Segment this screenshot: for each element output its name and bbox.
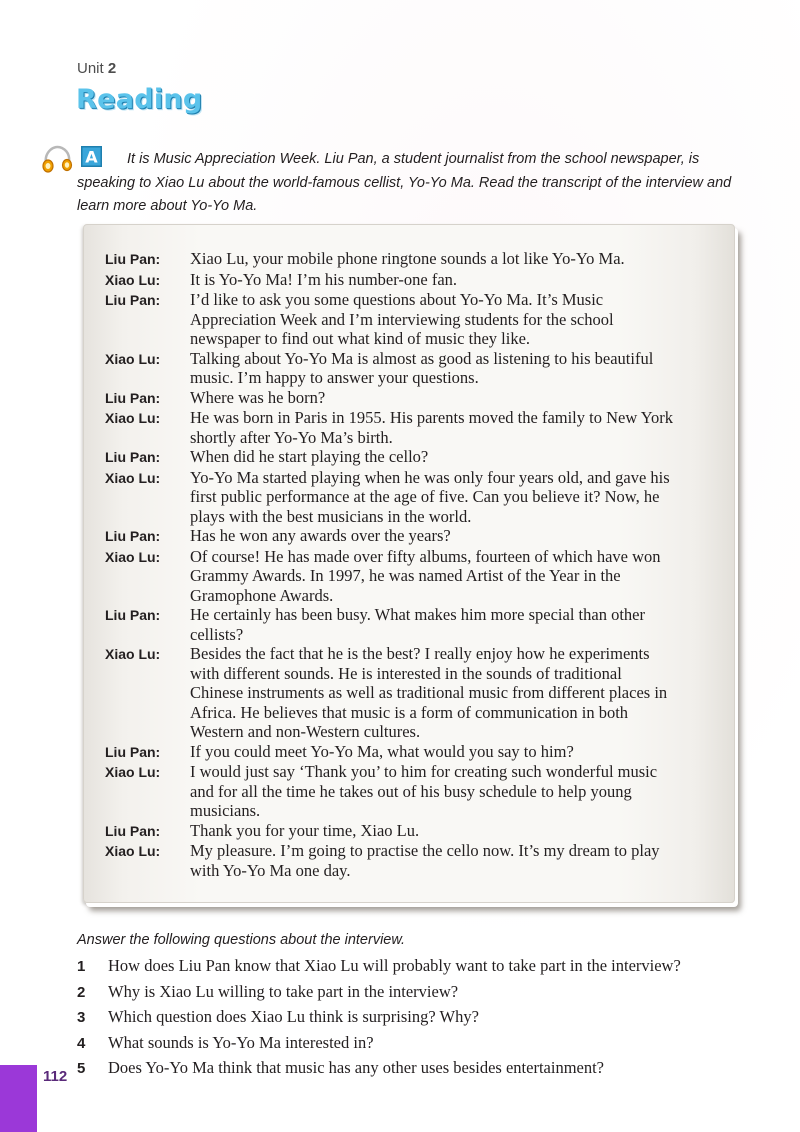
speaker-name: Liu Pan: (105, 607, 161, 623)
speaker-name: Xiao Lu: (105, 646, 161, 662)
speaker-name: Liu Pan: (105, 292, 161, 308)
transcript-turn (105, 644, 725, 742)
speech-line: Thank you for your time, Xiao Lu. (190, 820, 420, 840)
speech-text (190, 762, 725, 821)
page-color-tab (0, 1065, 37, 1132)
question-list (77, 956, 777, 1084)
speaker-name: Liu Pan: (105, 389, 161, 406)
speaker-name: Xiao Lu: (105, 410, 161, 426)
speech-line: It is Yo-Yo Ma! I’m his number-one fan. (190, 269, 458, 289)
speech-line: shortly after Yo-Yo Ma’s birth. (190, 427, 393, 447)
speech-text (190, 605, 725, 644)
speech-line: Has he won any awards over the years? (190, 526, 451, 545)
speech-line: first public performance at the age of five. Can you believe it? Now, he (190, 487, 660, 506)
question-item (77, 1058, 777, 1084)
transcript-turn (105, 742, 725, 763)
question-text: Which question does Xiao Lu think is surprising? Why? (108, 1007, 479, 1026)
speech-text (190, 249, 725, 270)
speech-text (190, 526, 725, 547)
transcript-turn (105, 762, 725, 821)
question-number: 2 (77, 983, 86, 1001)
speech-text (190, 270, 725, 291)
speech-text (190, 349, 725, 388)
interview-transcript (105, 249, 725, 880)
speech-line: Gramophone Awards. (190, 585, 334, 605)
speech-line: with different sounds. He is interested in the sounds of traditional (190, 663, 622, 683)
page-number: 112 (43, 1068, 68, 1085)
speech-line: I’d like to ask you some questions about Yo-Yo Ma. It’s Music (190, 290, 604, 309)
speech-line: Of course! He has made over fifty albums, fourteen of which have won (190, 546, 661, 566)
speech-line: Besides the fact that he is the best? I really enjoy how he experiments (190, 644, 650, 663)
question-item (77, 1033, 777, 1059)
unit-label-text: Unit (77, 60, 104, 77)
speaker-name: Xiao Lu: (105, 469, 161, 486)
speech-line: music. I’m happy to answer your questions. (190, 368, 479, 387)
question-number: 5 (77, 1060, 86, 1077)
speech-line: Talking about Yo-Yo Ma is almost as good as listening to his beautiful (190, 348, 654, 368)
speech-line: Appreciation Week and I’m interviewing students for the school (190, 309, 614, 329)
speech-line: When did he start playing the cello? (190, 447, 429, 466)
speech-text (190, 742, 725, 763)
speech-line: He certainly has been busy. What makes him more special than other (190, 605, 645, 624)
transcript-turn (105, 447, 725, 468)
part-a-letter: A (85, 147, 98, 167)
transcript-turn (105, 821, 725, 842)
speech-line: Yo-Yo Ma started playing when he was only four years old, and gave his (190, 467, 670, 487)
speaker-name: Xiao Lu: (105, 764, 161, 780)
transcript-turn (105, 526, 725, 547)
question-number: 4 (77, 1034, 86, 1052)
speech-line: and for all the time he takes out of his busy schedule to help young (190, 781, 632, 801)
speech-line: My pleasure. I’m going to practise the cello now. It’s my dream to play (190, 841, 660, 860)
speech-text (190, 408, 725, 447)
question-number: 3 (77, 1009, 86, 1026)
speech-line: plays with the best musicians in the world. (190, 506, 472, 526)
speech-text (190, 547, 725, 606)
transcript-turn (105, 290, 725, 349)
question-text: Does Yo-Yo Ma think that music has any other uses besides entertainment? (108, 1058, 605, 1077)
question-item (77, 956, 777, 982)
speech-line: I would just say ‘Thank you’ to him for creating such wonderful music (190, 762, 658, 781)
speech-line: Grammy Awards. In 1997, he was named Artist of the Year in the (190, 566, 621, 585)
transcript-turn (105, 388, 725, 409)
unit-number: 2 (107, 60, 117, 77)
speaker-name: Liu Pan: (105, 743, 161, 760)
transcript-turn (105, 605, 725, 644)
question-text: What sounds is Yo-Yo Ma interested in? (108, 1032, 374, 1052)
speech-text (190, 468, 725, 527)
question-number: 1 (77, 958, 86, 975)
speaker-name: Liu Pan: (105, 822, 161, 839)
speech-text (190, 447, 725, 468)
speech-text (190, 290, 725, 349)
intro-text: It is Music Appreciation Week. Liu Pan, a student journalist from the school newspaper, is speaking to Xiao Lu about the world-famous cellist, Yo-Yo Ma. Read the transcript of the interview and learn more about Yo-Yo Ma. (77, 151, 732, 214)
questions-instruction: Answer the following questions about the interview. (77, 932, 406, 948)
question-text: Why is Xiao Lu willing to take part in the interview? (108, 981, 459, 1001)
speaker-name: Liu Pan: (105, 528, 161, 544)
transcript-turn (105, 249, 725, 270)
speech-line: Western and non-Western cultures. (190, 722, 421, 741)
headphones-icon (40, 140, 76, 176)
unit-label (77, 60, 116, 77)
speech-line: cellists? (190, 624, 244, 644)
transcript-turn (105, 349, 725, 388)
speaker-name: Liu Pan: (105, 251, 161, 267)
speech-line: with Yo-Yo Ma one day. (190, 860, 351, 880)
question-item (77, 982, 777, 1008)
speaker-name: Xiao Lu: (105, 350, 161, 367)
speaker-name: Xiao Lu: (105, 548, 161, 565)
question-text: How does Liu Pan know that Xiao Lu will probably want to take part in the interview? (108, 956, 681, 975)
transcript-turn (105, 468, 725, 527)
speech-line: If you could meet Yo-Yo Ma, what would you say to him? (190, 741, 574, 761)
speech-line: newspaper to find out what kind of music they like. (190, 329, 531, 348)
question-item (77, 1007, 777, 1033)
speech-line: He was born in Paris in 1955. His parents moved the family to New York (190, 408, 674, 427)
speech-line: Chinese instruments as well as traditional music from different places in (190, 683, 668, 702)
speech-line: musicians. (190, 801, 261, 820)
speech-text (190, 841, 725, 880)
section-title: Reading (76, 84, 203, 115)
speech-line: Africa. He believes that music is a form of communication in both (190, 702, 629, 722)
transcript-turn (105, 270, 725, 291)
transcript-turn (105, 841, 725, 880)
speaker-name: Xiao Lu: (105, 271, 161, 288)
transcript-turn (105, 547, 725, 606)
speaker-name: Liu Pan: (105, 449, 161, 465)
speech-text (190, 644, 725, 742)
transcript-turn (105, 408, 725, 447)
speaker-name: Xiao Lu: (105, 843, 161, 859)
speech-line: Xiao Lu, your mobile phone ringtone sounds a lot like Yo-Yo Ma. (190, 249, 625, 268)
speech-text (190, 388, 725, 409)
speech-text (190, 821, 725, 842)
speech-line: Where was he born? (190, 387, 326, 407)
